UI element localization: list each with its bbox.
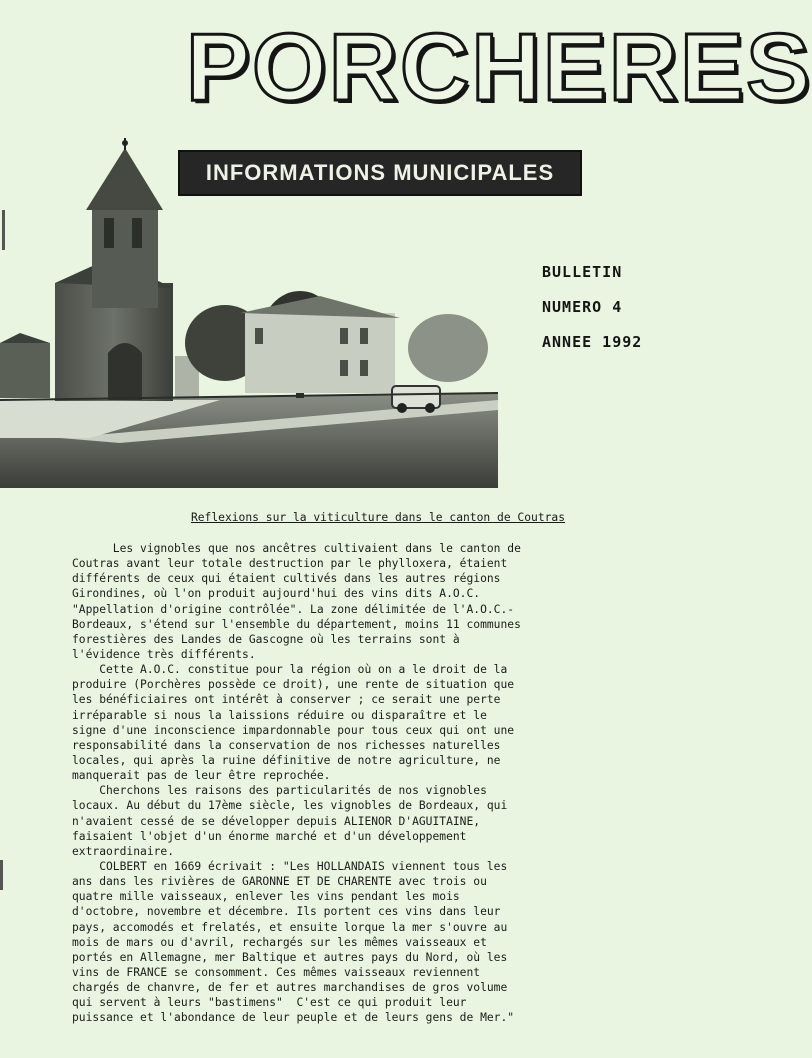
article-line: mois de mars ou d'avril, rechargés sur les mêmes vaisseaux et [72,935,487,949]
article-line: Bordeaux, s'étend sur l'ensemble du département, moins 11 communes [72,617,521,631]
article-line: qui servent à leurs "bastimens" C'est ce qui produit leur [72,996,467,1010]
article-line: produire (Porchères possède ce droit), une rente de situation que [72,678,515,692]
article-line: signe d'une inconscience impardonnable pour tous ceux qui ont une [72,723,515,737]
article-line: "Appellation d'origine contrôlée". La zone délimitée de l'A.O.C.- [72,602,515,616]
article-line: irréparable si nous la laissions réduire ou disparaître et le [72,708,487,722]
village-church-photo [0,138,498,488]
article-line: manquerait pas de leur être reprochée. [72,769,331,783]
article-line: Coutras avant leur totale destruction par le phylloxera, étaient [72,557,508,571]
article-line: différents de ceux qui étaient cultivés dans les autres régions [72,572,501,586]
article-line: responsabilité dans la conservation de nos richesses naturelles [72,738,501,752]
masthead-subtitle: INFORMATIONS MUNICIPALES [178,150,582,196]
article-line: COLBERT en 1669 écrivait : "Les HOLLANDAIS viennent tous les [72,859,508,873]
article-line: locaux. Au début du 17ème siècle, les vignobles de Bordeaux, qui [72,799,508,813]
bulletin-info [542,255,742,360]
article-line: Cette A.O.C. constitue pour la région où on a le droit de la [72,663,508,677]
article-line: forestières des Landes de Gascogne où les terrains sont à [72,632,460,646]
article-line: chargés de chanvre, de fer et autres marchandises de gros volume [72,981,508,995]
article-line: faisaient l'objet d'un énorme marché et d'un développement [72,829,467,843]
article-line: d'octobre, novembre et décembre. Ils portent ces vins dans leur [72,905,501,919]
article-line: locales, qui après la ruine définitive de notre agriculture, ne [72,753,501,767]
article-line: n'avaient cessé de se développer depuis ALIENOR D'AGUITAINE, [72,814,481,828]
article-line: quatre mille vaisseaux, enlever les vins pendant les mois [72,890,460,904]
article-line: pays, accomodés et frelatés, et ensuite lorque la mer s'ouvre au [72,920,508,934]
bulletin-number: NUMERO 4 [542,298,623,316]
article-line: les bénéficiaires ont intérêt à conserver ; ce serait une perte [72,693,501,707]
article-line: extraordinaire. [72,844,175,858]
scan-speck [0,860,3,890]
article-body [72,541,692,1026]
masthead-title: PORCHERES [186,14,812,121]
bulletin-year: ANNEE 1992 [542,333,643,351]
article-line: ans dans les rivières de GARONNE ET DE CHARENTE avec trois ou [72,875,487,889]
article-line: Girondines, où l'on produit aujourd'hui des vins dits A.O.C. [72,587,481,601]
article-line: puissance et l'abondance de leur peuple et de leurs gens de Mer." [72,1011,515,1025]
bulletin-label: BULLETIN [542,263,623,281]
article-line: Les vignobles que nos ancêtres cultivaient dans le canton de [72,542,521,555]
article-line: Cherchons les raisons des particularités de nos vignobles [72,784,487,798]
article-title: Reflexions sur la viticulture dans le canton de Coutras [190,511,566,524]
article-line: vins de FRANCE se consomment. Ces mêmes vaisseaux reviennent [72,965,481,979]
article-line: portés en Allemagne, mer Baltique et autres pays du Nord, où les [72,950,508,964]
scan-speck [2,210,5,250]
article-line: l'évidence très différents. [72,647,256,661]
